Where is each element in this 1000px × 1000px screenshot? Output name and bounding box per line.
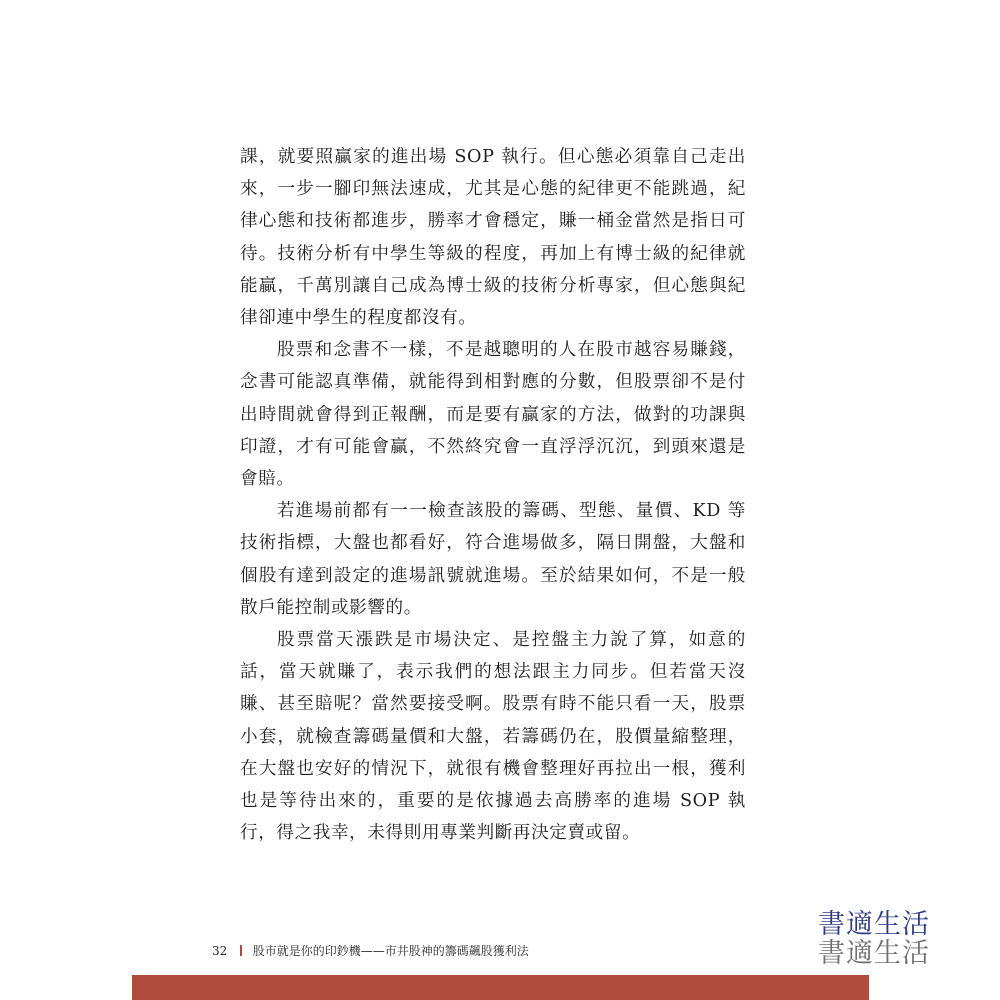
page-footer <box>212 942 529 959</box>
paragraph-3: 若進場前都有一一檢查該股的籌碼、型態、量價、KD 等技術指標，大盤也都看好，符合進場做多，隔日開盤，大盤和個股有達到設定的進場訊號就進場。至於結果如何，不是一般散戶能控制或影響的。 <box>240 501 746 618</box>
watermark-line-2: 書適生活 <box>818 938 930 969</box>
paragraph-4: 股票當天漲跌是市場決定、是控盤主力說了算，如意的話，當天就賺了，表示我們的想法跟主力同步。但若當天沒賺、甚至賠呢？當然要接受啊。股票有時不能只看一天，股票小套，就檢查籌碼量價和大盤，若籌碼仍在，股價量縮整理，在大盤也安好的情況下，就很有機會整理好再拉出一根，獲利也是等待出來的，重要的是依據過去高勝率的進場 SOP 執行，得之我幸，未得則用專業判斷再決定賣或留。 <box>240 630 746 844</box>
paragraph-2: 股票和念書不一樣，不是越聰明的人在股市越容易賺錢，念書可能認真準備，就能得到相對應的分數，但股票卻不是付出時間就會得到正報酬，而是要有贏家的方法，做對的功課與印證，才有可能會贏，不然終究會一直浮浮沉沉，到頭來還是會賠。 <box>240 340 746 490</box>
page-number: 32 <box>212 943 228 958</box>
body-text <box>240 141 746 849</box>
watermark-line-1: 書適生活 <box>818 909 930 940</box>
paragraph-1: 課，就要照贏家的進出場 SOP 執行。但心態必須靠自己走出來，一步一腳印無法速成，尤其是心態的紀律更不能跳過，紀律心態和技術都進步，勝率才會穩定，賺一桶金當然是指日可待。技術分析有中學生等級的程度，再加上有博士級的紀律就能贏，千萬別讓自己成為博士級的技術分析專家，但心態與紀律卻連中學生的程度都沒有。 <box>240 147 746 329</box>
bottom-accent-bar <box>132 975 869 1000</box>
publisher-watermark <box>818 910 930 968</box>
book-title: 股市就是你的印鈔機——市井股神的籌碼飆股獲利法 <box>252 944 529 958</box>
footer-divider <box>240 945 242 956</box>
